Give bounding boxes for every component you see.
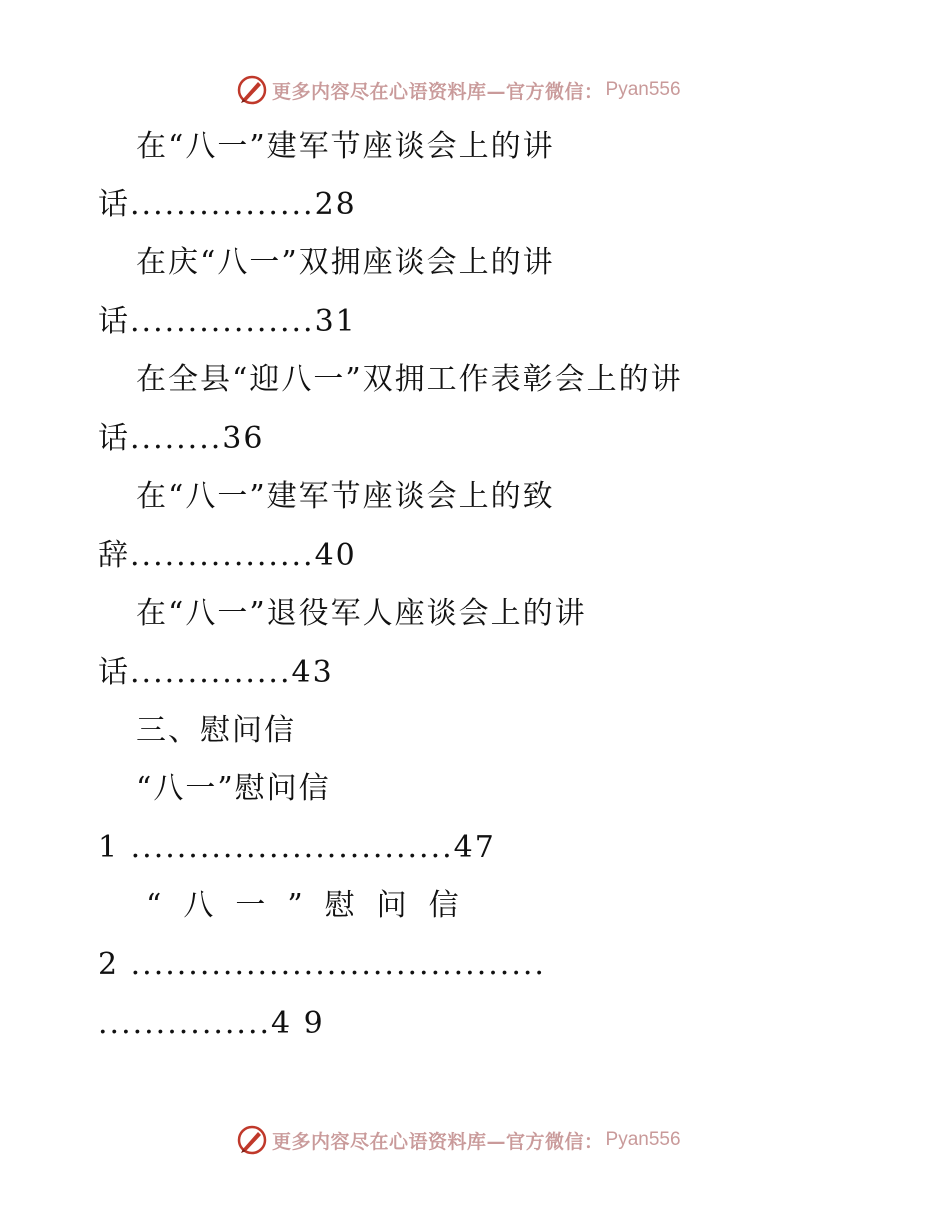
toc-entry-leader: 话................28 xyxy=(98,187,357,222)
pen-circle-logo-icon xyxy=(236,1124,268,1156)
toc-entry-title: 在“八一”建军节座谈会上的致 xyxy=(136,479,555,514)
watermark-id: Pyan556 xyxy=(605,1129,681,1150)
toc-entry-leader: 话................31 xyxy=(98,304,357,339)
toc-entry-title: 在全县“迎八一”双拥工作表彰会上的讲 xyxy=(136,362,683,397)
toc-entry-leader: 1 ............................47 xyxy=(98,830,496,865)
toc-entry-leader-continued: ...............4 9 xyxy=(98,1006,325,1041)
watermark-text: 更多内容尽在心语资料库—官方微信： xyxy=(272,1130,604,1153)
toc-entry-title: 在庆“八一”双拥座谈会上的讲 xyxy=(136,245,555,280)
section-heading: 三、慰问信 xyxy=(136,713,296,748)
footer-watermark xyxy=(236,1122,681,1158)
toc-entry-title: 在“八一”建军节座谈会上的讲 xyxy=(136,129,555,164)
toc-entry-title: “八一”慰问信 xyxy=(146,888,481,923)
watermark-text: 更多内容尽在心语资料库—官方微信： xyxy=(272,80,604,103)
toc-entry-leader: 2 .................................... xyxy=(98,947,546,982)
toc-entry-leader: 话..............43 xyxy=(98,655,334,690)
toc-entry-leader: 话........36 xyxy=(98,421,265,456)
pen-circle-logo-icon xyxy=(236,74,268,106)
toc-entry-title: 在“八一”退役军人座谈会上的讲 xyxy=(136,596,587,631)
toc-entry-leader: 辞................40 xyxy=(98,538,357,573)
toc-entry-title: “八一”慰问信 xyxy=(136,771,331,806)
header-watermark xyxy=(236,72,681,108)
watermark-id: Pyan556 xyxy=(605,79,681,100)
